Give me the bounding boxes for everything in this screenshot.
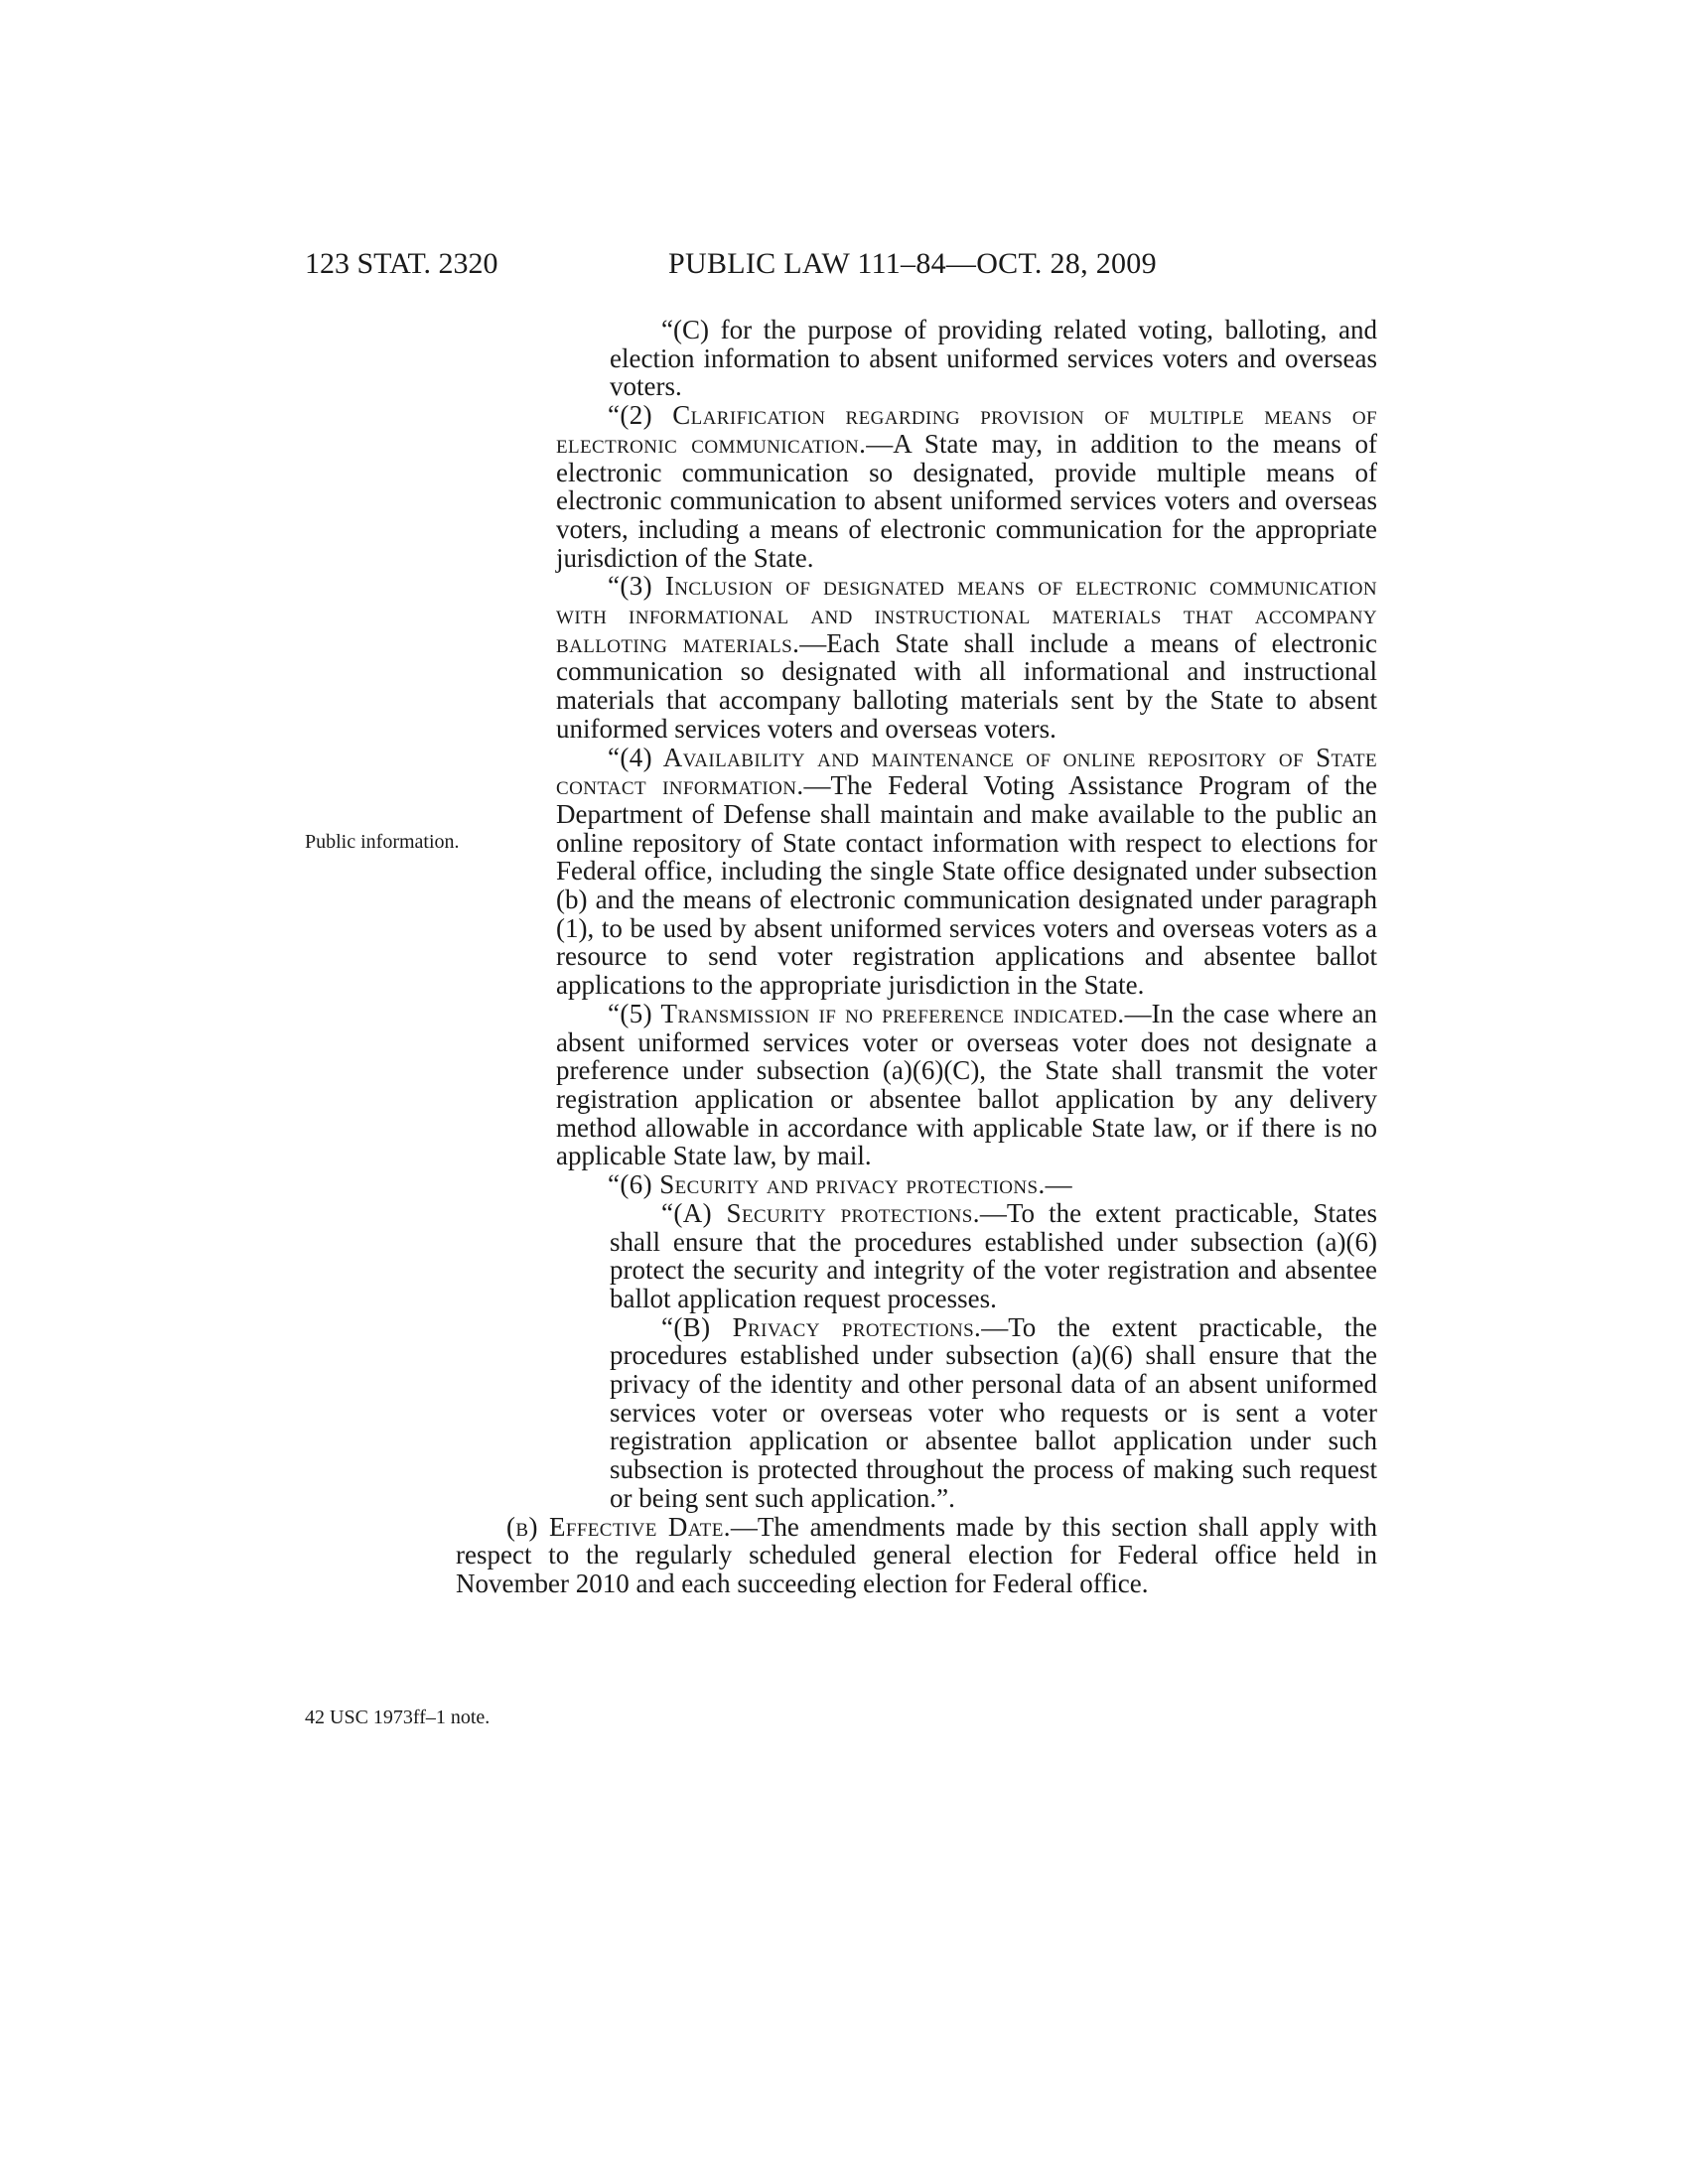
paragraph-6b-text: —To the extent practicable, the procedures established under subsection (a)(6) shall ensure that the privacy of the identity and other personal data of an absent uniformed services voter or overseas voter who requests or is sent a voter registration application or absentee ballot application under such subsection is protected throughout the process of making such request or being sent such application.”. <box>610 1311 1377 1513</box>
paragraph-2-text: —A State may, in addition to the means of electronic communication so designated, provide multiple means of electronic communication to absent uniformed services voters and overseas voters, including a means of electronic communication for the appropriate jurisdiction of the State. <box>556 428 1378 573</box>
paragraph-4 <box>506 744 1377 1000</box>
paragraph-4-heading: “(4) Availability and maintenance of online repository of State contact information. <box>556 742 1377 801</box>
paragraph-2-heading: “(2) Clarification regarding provision of multiple means of electronic communication. <box>556 400 1377 459</box>
paragraph-6a-heading: “(A) Security protections. <box>661 1197 980 1228</box>
subsection-b-text: —The amendments made by this section shall apply with respect to the regularly scheduled general election for Federal office held in November 2010 and each succeeding election for Federal office. <box>456 1511 1377 1598</box>
paragraph-c: “(C) for the purpose of providing related voting, balloting, and election information to absent uniformed services voters and overseas voters. <box>610 315 1377 402</box>
paragraph-6b-heading: “(B) Privacy protections. <box>661 1311 982 1342</box>
paragraph-5-text: —In the case where an absent uniformed services voter or overseas voter does not designate a preference under subsection (a)(6)(C), the State shall transmit the voter registration application or absentee ballot application by any delivery method allowable in accordance with applicable State law, or if there is no applicable State law, by mail. <box>556 998 1377 1171</box>
margin-note-public-information: Public information. <box>305 831 460 853</box>
statute-body <box>456 315 1378 1598</box>
subsection-b-heading: (b) Effective Date. <box>506 1511 731 1542</box>
paragraph-5 <box>506 1000 1377 1170</box>
paragraph-3-heading: “(3) Inclusion of designated means of electronic communication with informational and instructional materials that accompany balloting materials. <box>556 571 1377 658</box>
paragraph-6-heading: “(6) Security and privacy protections. <box>608 1169 1046 1200</box>
margin-note-usc-citation: 42 USC 1973ff–1 note. <box>305 1706 491 1728</box>
paragraph-6a <box>506 1199 1377 1313</box>
page-header <box>305 244 1374 284</box>
paragraph-3-text: —Each State shall include a means of electronic communication so designated with all informational and instructional materials that accompany balloting materials sent by the State to absent uniformed services voters and overseas voters. <box>556 627 1377 744</box>
paragraph-6-text: — <box>1045 1169 1072 1200</box>
paragraph-3 <box>506 572 1377 743</box>
paragraph-5-heading: “(5) Transmission if no preference indicated. <box>608 998 1125 1028</box>
subsection-b <box>456 1513 1377 1598</box>
public-law-title: PUBLIC LAW 111–84—OCT. 28, 2009 <box>668 247 1157 280</box>
paragraph-6 <box>506 1170 1377 1199</box>
paragraph-2 <box>506 401 1377 572</box>
paragraph-6a-text: —To the extent practicable, States shall ensure that the procedures established under subsection (a)(6) protect the security and integrity of the voter registration and absentee ballot application request processes. <box>610 1197 1377 1313</box>
stat-reference: 123 STAT. 2320 <box>305 247 498 280</box>
paragraph-4-text: —The Federal Voting Assistance Program of the Department of Defense shall maintain and make available to the public an online repository of State contact information with respect to elections for Federal office, including the single State office designated under subsection (b) and the means of electronic communication designated under paragraph (1), to be used by absent uniformed services voters and overseas voters as a resource to send voter registration applications and absentee ballot applications to the appropriate jurisdiction in the State. <box>556 770 1378 1001</box>
paragraph-6b <box>506 1313 1377 1513</box>
